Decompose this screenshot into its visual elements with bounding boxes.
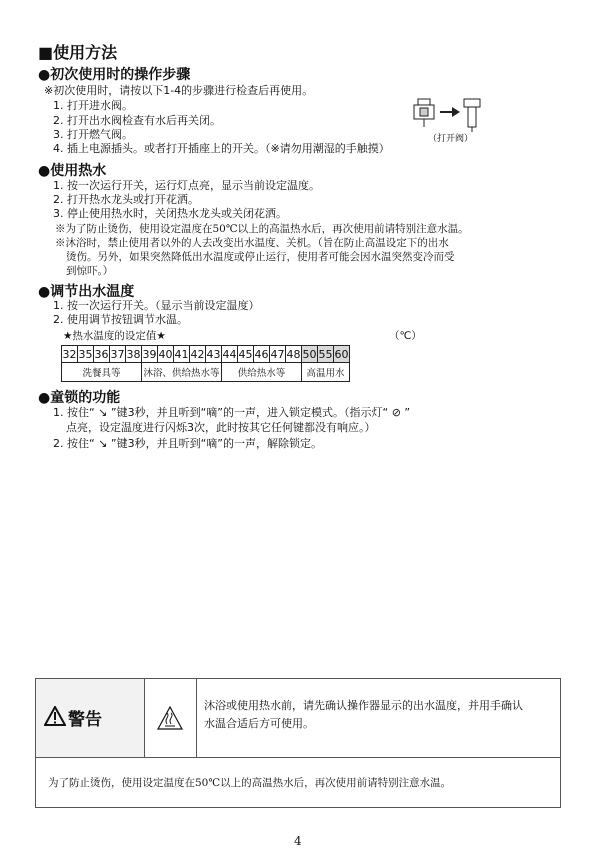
child-lock-line-2: 点亮，设定温度进行闪烁3次，此时按其它任何键都没有响应。）	[66, 421, 376, 434]
temp-cell: 36	[94, 347, 109, 361]
temp-cell: 37	[110, 347, 125, 361]
range-label: 高温用水	[302, 363, 350, 382]
hot-water-note-2-cont-a: 烫伤。另外，如果突然降低出水温度或停止运行，使用者可能会因水温突然变冷而受	[66, 251, 455, 263]
range-label: 供给热水等	[222, 363, 302, 382]
adjust-temp-step-2: 2. 使用调节按钮调节水温。	[53, 313, 188, 326]
temp-cell: 46	[254, 347, 269, 361]
temp-cell: 42	[190, 347, 205, 361]
temp-table-caption: ★热水温度的设定值★	[63, 330, 166, 342]
hot-water-step-2: 2. 打开热水龙头或打开花洒。	[53, 193, 199, 206]
first-use-step-2: 2. 打开出水阀检查有水后再关闭。	[53, 114, 221, 127]
temp-cell: 35	[78, 347, 93, 361]
warning-box	[35, 678, 561, 808]
hot-water-note-2: ※沐浴时，禁止使用者以外的人去改变出水温度、关机。（旨在防止高温设定下的出水	[55, 237, 449, 249]
range-label: 洗餐具等	[62, 363, 142, 382]
temp-cell: 50	[302, 347, 317, 361]
valve-closed-icon	[414, 99, 434, 127]
warning-label: 警告	[68, 710, 102, 730]
first-use-step-4: 4. 插上电源插头。或者打开插座上的开关。（※请勿用潮湿的手触摸）	[53, 142, 390, 155]
page-title: ■使用方法	[38, 43, 118, 62]
child-lock-line-1: 1. 按住“ ↘ ”键3秒，并且听到“嘀”的一声，进入锁定模式。（指示灯“ ⊘ ”	[53, 406, 411, 419]
hot-water-note-1: ※为了防止烫伤，使用设定温度在50℃以上的高温热水后，再次使用前请特别注意水温。	[55, 223, 469, 235]
arrow-right-icon	[440, 107, 460, 117]
warning-bottom	[36, 757, 560, 808]
temp-cell: 60	[334, 347, 349, 361]
valve-open-illustration	[412, 95, 492, 133]
warning-icon-cell	[144, 679, 197, 757]
warning-text-line-1: 沐浴或使用热水前，请先确认操作器显示的出水温度，并用手确认	[204, 699, 523, 712]
warning-text-line-2: 水温合适后方可使用。	[204, 717, 314, 730]
page-number: 4	[294, 834, 302, 848]
temp-cell: 38	[126, 347, 141, 361]
temp-cell: 32	[62, 347, 77, 361]
temp-table-unit: （℃）	[389, 330, 422, 342]
hot-water-caution-icon	[157, 706, 183, 730]
temp-cell: 47	[270, 347, 285, 361]
hot-water-step-3: 3. 停止使用热水时，关闭热水龙头或关闭花洒。	[53, 207, 287, 220]
section-adjust-temp-heading: ●调节出水温度	[38, 284, 135, 300]
section-first-use-heading: ●初次使用时的操作步骤	[38, 67, 191, 83]
section-child-lock-heading: ●童锁的功能	[38, 390, 121, 406]
hot-water-step-1: 1. 按一次运行开关，运行灯点亮，显示当前设定温度。	[53, 179, 320, 192]
range-label: 沐浴、供给热水等	[142, 363, 222, 382]
temp-cell: 45	[238, 347, 253, 361]
temp-cell: 43	[206, 347, 221, 361]
temp-cell: 40	[158, 347, 173, 361]
first-use-step-3: 3. 打开燃气阀。	[53, 128, 133, 141]
child-lock-line-3: 2. 按住“ ↘ ”键3秒，并且听到“嘀”的一声，解除锁定。	[53, 437, 322, 450]
temp-cell: 41	[174, 347, 189, 361]
section-hot-water-heading: ●使用热水	[38, 163, 107, 179]
temp-cell: 39	[142, 347, 157, 361]
valve-caption: （打开阀）	[428, 134, 474, 144]
warning-bottom-text: 为了防止烫伤，使用设定温度在50℃以上的高温热水后，再次使用前请特别注意水温。	[48, 777, 452, 789]
valve-open-icon	[464, 99, 480, 132]
adjust-temp-step-1: 1. 按一次运行开关。（显示当前设定温度）	[53, 299, 260, 312]
first-use-note: ※初次使用时，请按以下1-4的步骤进行检查后再使用。	[44, 84, 314, 97]
first-use-step-1: 1. 打开进水阀。	[53, 99, 133, 112]
hot-water-note-2-cont-b: 到惊吓。）	[66, 265, 114, 277]
temp-cell: 48	[286, 347, 301, 361]
warning-triangle-icon	[44, 706, 66, 726]
temp-cell: 44	[222, 347, 237, 361]
warning-header	[36, 679, 145, 757]
temperature-settings-table	[61, 345, 350, 382]
warning-text	[204, 697, 523, 733]
temp-cell: 55	[318, 347, 333, 361]
